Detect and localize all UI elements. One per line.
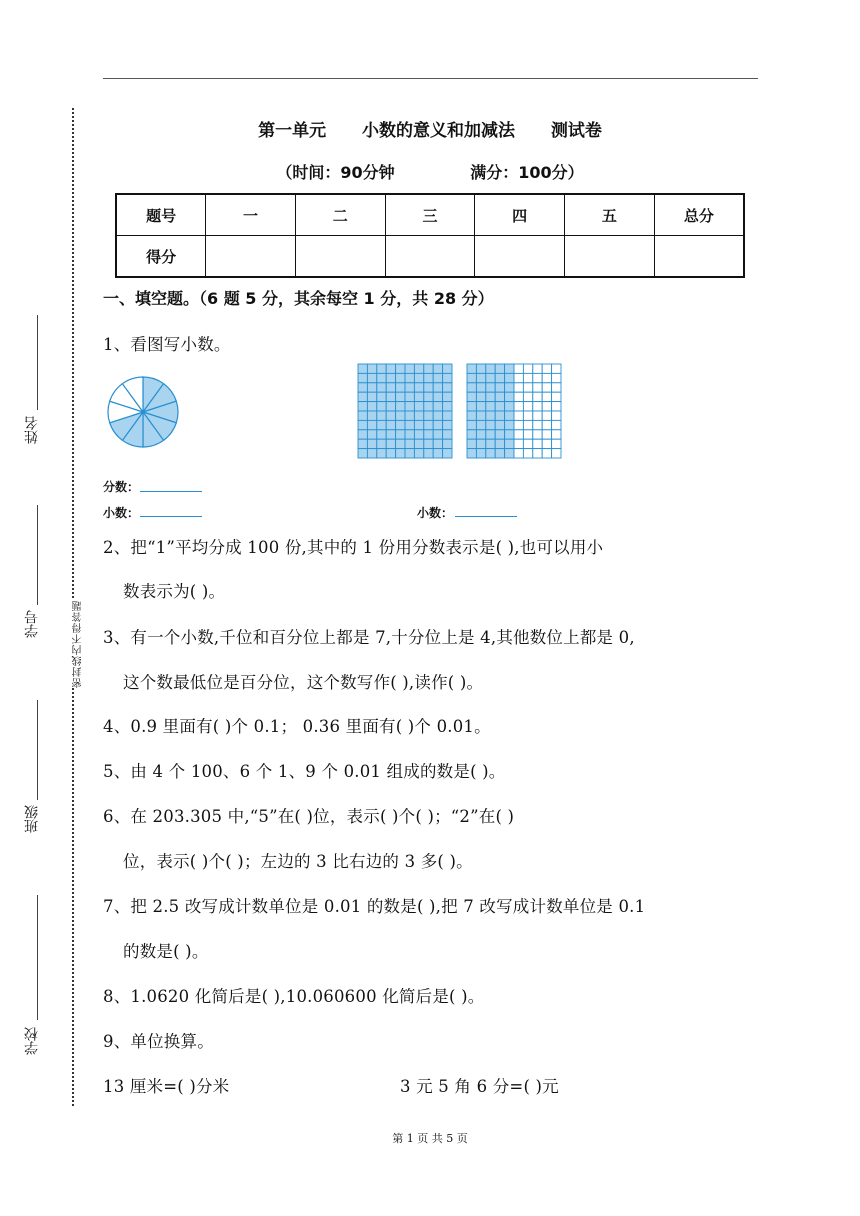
score-cell[interactable] bbox=[385, 236, 475, 278]
grid-cell bbox=[377, 430, 386, 439]
school-field-line[interactable] bbox=[37, 895, 38, 1020]
grid-cell bbox=[467, 430, 476, 439]
score-cell[interactable] bbox=[206, 236, 296, 278]
grid-cell bbox=[523, 411, 532, 420]
grid-cell bbox=[405, 439, 414, 448]
grid-cell bbox=[514, 439, 523, 448]
grid-cell bbox=[486, 430, 495, 439]
grid-cell bbox=[405, 449, 414, 458]
grid-cell bbox=[414, 364, 423, 373]
grid-cell bbox=[377, 439, 386, 448]
grid-cell bbox=[514, 383, 523, 392]
grid-cell bbox=[505, 402, 514, 411]
grid-cell bbox=[443, 449, 452, 458]
page-subtitle: （时间：90分钟 满分：100分） bbox=[276, 163, 584, 182]
grid-cell bbox=[424, 411, 433, 420]
grid-cell bbox=[523, 364, 532, 373]
grid-cell bbox=[424, 420, 433, 429]
grid-cell bbox=[486, 449, 495, 458]
grid-cell bbox=[486, 420, 495, 429]
grid-cell bbox=[405, 402, 414, 411]
grid-cell bbox=[414, 373, 423, 382]
grid-cell bbox=[367, 392, 376, 401]
fraction-label: 分数： bbox=[103, 480, 140, 494]
fraction-answer-blank[interactable] bbox=[140, 491, 202, 492]
grid-cell bbox=[405, 420, 414, 429]
grid-cell bbox=[414, 402, 423, 411]
score-header-cell: 三 bbox=[385, 194, 475, 236]
grid-cell bbox=[443, 411, 452, 420]
grid-cell bbox=[433, 383, 442, 392]
grid-cell bbox=[386, 420, 395, 429]
grid-cell bbox=[396, 392, 405, 401]
grid-cell bbox=[552, 364, 561, 373]
grid-cell bbox=[542, 364, 551, 373]
grid-cell bbox=[495, 449, 504, 458]
grid-cell bbox=[505, 373, 514, 382]
grid-cell bbox=[424, 430, 433, 439]
grid-cell bbox=[514, 402, 523, 411]
grid-cell bbox=[358, 411, 367, 420]
grid-cell bbox=[533, 420, 542, 429]
grid-cell bbox=[367, 383, 376, 392]
name-field-line[interactable] bbox=[37, 315, 38, 410]
grid-cell bbox=[405, 364, 414, 373]
name-label: 姓名 bbox=[24, 416, 40, 444]
grid-cell bbox=[386, 373, 395, 382]
score-header-cell: 五 bbox=[565, 194, 655, 236]
page-title: 第一单元 小数的意义和加减法 测试卷 bbox=[258, 121, 602, 141]
class-field-line[interactable] bbox=[37, 700, 38, 800]
grid-cell bbox=[552, 420, 561, 429]
grid-cell bbox=[542, 383, 551, 392]
grid-cell bbox=[405, 430, 414, 439]
grid-cell bbox=[386, 383, 395, 392]
grid-cell bbox=[443, 392, 452, 401]
decimal-label-right: 小数： bbox=[417, 506, 454, 520]
grid-cell bbox=[552, 373, 561, 382]
question-7-line-2: 的数是( )。 bbox=[123, 942, 209, 961]
grid-cell bbox=[514, 430, 523, 439]
grid-cell bbox=[367, 411, 376, 420]
question-4: 4、0.9 里面有( )个 0.1； 0.36 里面有( )个 0.01。 bbox=[103, 717, 491, 736]
grid-cell bbox=[542, 439, 551, 448]
id-label: 学号 bbox=[24, 610, 40, 638]
question-5: 5、由 4 个 100、6 个 1、9 个 0.01 组成的数是( )。 bbox=[103, 762, 506, 781]
grid-cell bbox=[514, 364, 523, 373]
grid-cell bbox=[414, 411, 423, 420]
grid-cell bbox=[495, 430, 504, 439]
score-cell[interactable] bbox=[475, 236, 565, 278]
grid-cell bbox=[377, 392, 386, 401]
grid-cell bbox=[377, 411, 386, 420]
grid-cell bbox=[424, 439, 433, 448]
score-header-cell: 题号 bbox=[116, 194, 206, 236]
grid-cell bbox=[367, 430, 376, 439]
grid-cell bbox=[367, 439, 376, 448]
grid-cell bbox=[552, 383, 561, 392]
grid-cell bbox=[523, 449, 532, 458]
page-footer: 第 1 页 共 5 页 bbox=[392, 1132, 468, 1145]
grid-cell bbox=[424, 383, 433, 392]
fraction-circle-figure bbox=[105, 374, 181, 450]
grid-cell bbox=[377, 373, 386, 382]
grid-cell bbox=[514, 420, 523, 429]
grid-cell bbox=[358, 449, 367, 458]
grid-cell bbox=[396, 449, 405, 458]
grid-cell bbox=[495, 411, 504, 420]
decimal-answer-blank-left[interactable] bbox=[140, 516, 202, 517]
hundred-grid-left bbox=[357, 363, 453, 459]
grid-cell bbox=[533, 430, 542, 439]
grid-cell bbox=[396, 430, 405, 439]
grid-cell bbox=[467, 373, 476, 382]
grid-cell bbox=[377, 449, 386, 458]
grid-cell bbox=[405, 383, 414, 392]
grid-cell bbox=[358, 383, 367, 392]
grid-cell bbox=[505, 420, 514, 429]
grid-cell bbox=[396, 411, 405, 420]
grid-cell bbox=[467, 392, 476, 401]
grid-cell bbox=[495, 364, 504, 373]
grid-cell bbox=[377, 383, 386, 392]
grid-cell bbox=[443, 383, 452, 392]
grid-cell bbox=[433, 439, 442, 448]
grid-cell bbox=[414, 420, 423, 429]
grid-cell bbox=[476, 364, 485, 373]
grid-cell bbox=[486, 402, 495, 411]
grid-cell bbox=[495, 373, 504, 382]
grid-cell bbox=[505, 439, 514, 448]
grid-cell bbox=[533, 402, 542, 411]
grid-cell bbox=[505, 392, 514, 401]
grid-cell bbox=[523, 383, 532, 392]
grid-cell bbox=[433, 392, 442, 401]
score-row-label: 得分 bbox=[116, 236, 206, 278]
grid-cell bbox=[443, 420, 452, 429]
grid-cell bbox=[542, 449, 551, 458]
grid-cell bbox=[542, 392, 551, 401]
grid-cell bbox=[495, 420, 504, 429]
grid-cell bbox=[495, 439, 504, 448]
grid-cell bbox=[523, 373, 532, 382]
top-rule bbox=[103, 78, 758, 79]
score-table bbox=[115, 193, 745, 278]
grid-cell bbox=[552, 411, 561, 420]
grid-cell bbox=[433, 373, 442, 382]
grid-cell bbox=[367, 449, 376, 458]
grid-cell bbox=[467, 449, 476, 458]
grid-cell bbox=[495, 392, 504, 401]
grid-cell bbox=[358, 364, 367, 373]
grid-cell bbox=[396, 402, 405, 411]
grid-cell bbox=[396, 383, 405, 392]
grid-cell bbox=[533, 449, 542, 458]
grid-cell bbox=[424, 373, 433, 382]
question-7-line-1: 7、把 2.5 改写成计数单位是 0.01 的数是( ),把 7 改写成计数单位是 0.1 bbox=[103, 897, 646, 916]
grid-cell bbox=[386, 402, 395, 411]
question-6-line-2: 位，表示( )个( )；左边的 3 比右边的 3 多( )。 bbox=[123, 852, 473, 871]
grid-cell bbox=[358, 420, 367, 429]
grid-cell bbox=[377, 420, 386, 429]
grid-cell bbox=[514, 373, 523, 382]
question-1: 1、看图写小数。 bbox=[103, 335, 231, 354]
score-table-score-row bbox=[116, 236, 744, 278]
score-header-cell: 四 bbox=[475, 194, 565, 236]
grid-cell bbox=[495, 383, 504, 392]
question-9-item-b: 3 元 5 角 6 分=( )元 bbox=[400, 1077, 559, 1096]
grid-cell bbox=[467, 439, 476, 448]
grid-cell bbox=[358, 392, 367, 401]
grid-cell bbox=[433, 402, 442, 411]
grid-cell bbox=[486, 439, 495, 448]
grid-cell bbox=[433, 420, 442, 429]
grid-cell bbox=[386, 430, 395, 439]
grid-cell bbox=[476, 373, 485, 382]
grid-cell bbox=[467, 411, 476, 420]
grid-cell bbox=[405, 392, 414, 401]
question-2-line-2: 数表示为( )。 bbox=[123, 582, 226, 601]
grid-cell bbox=[443, 430, 452, 439]
score-cell[interactable] bbox=[654, 236, 744, 278]
grid-cell bbox=[505, 449, 514, 458]
score-header-cell: 总分 bbox=[654, 194, 744, 236]
grid-cell bbox=[533, 439, 542, 448]
school-label: 学校 bbox=[24, 1027, 40, 1055]
grid-cell bbox=[505, 364, 514, 373]
grid-cell bbox=[405, 373, 414, 382]
grid-cell bbox=[505, 430, 514, 439]
grid-cell bbox=[386, 411, 395, 420]
class-label: 班级 bbox=[24, 805, 40, 833]
grid-cell bbox=[443, 439, 452, 448]
grid-cell bbox=[552, 430, 561, 439]
score-header-cell: 二 bbox=[295, 194, 385, 236]
grid-cell bbox=[514, 411, 523, 420]
grid-cell bbox=[386, 392, 395, 401]
grid-cell bbox=[552, 392, 561, 401]
grid-cell bbox=[486, 383, 495, 392]
grid-cell bbox=[552, 439, 561, 448]
grid-cell bbox=[467, 364, 476, 373]
grid-cell bbox=[467, 383, 476, 392]
grid-cell bbox=[443, 373, 452, 382]
grid-cell bbox=[514, 392, 523, 401]
score-header-cell: 一 bbox=[206, 194, 296, 236]
grid-cell bbox=[433, 364, 442, 373]
grid-cell bbox=[523, 430, 532, 439]
hundred-grid-right bbox=[466, 363, 562, 459]
grid-cell bbox=[476, 411, 485, 420]
grid-cell bbox=[367, 402, 376, 411]
grid-cell bbox=[405, 411, 414, 420]
grid-cell bbox=[523, 392, 532, 401]
grid-cell bbox=[377, 402, 386, 411]
seal-notice: 密封线内不得答题 bbox=[73, 600, 84, 688]
grid-cell bbox=[414, 449, 423, 458]
grid-cell bbox=[358, 430, 367, 439]
id-field-line[interactable] bbox=[37, 505, 38, 605]
grid-cell bbox=[414, 383, 423, 392]
grid-cell bbox=[542, 411, 551, 420]
grid-cell bbox=[476, 449, 485, 458]
grid-cell bbox=[396, 364, 405, 373]
grid-cell bbox=[414, 430, 423, 439]
section-1-title: 一、填空题。（6 题 5 分，其余每空 1 分，共 28 分） bbox=[103, 289, 494, 308]
grid-cell bbox=[552, 449, 561, 458]
grid-cell bbox=[523, 420, 532, 429]
question-8: 8、1.0620 化简后是( ),10.060600 化简后是( )。 bbox=[103, 987, 485, 1006]
grid-cell bbox=[467, 402, 476, 411]
grid-cell bbox=[505, 411, 514, 420]
grid-cell bbox=[386, 439, 395, 448]
grid-cell bbox=[367, 373, 376, 382]
grid-cell bbox=[424, 392, 433, 401]
grid-cell bbox=[476, 402, 485, 411]
grid-cell bbox=[476, 439, 485, 448]
question-9: 9、单位换算。 bbox=[103, 1032, 214, 1051]
grid-cell bbox=[523, 402, 532, 411]
grid-cell bbox=[533, 364, 542, 373]
grid-cell bbox=[523, 439, 532, 448]
grid-cell bbox=[424, 449, 433, 458]
grid-cell bbox=[552, 402, 561, 411]
grid-cell bbox=[533, 392, 542, 401]
grid-cell bbox=[476, 430, 485, 439]
grid-cell bbox=[533, 373, 542, 382]
grid-cell bbox=[414, 439, 423, 448]
grid-cell bbox=[433, 430, 442, 439]
grid-cell bbox=[505, 383, 514, 392]
grid-cell bbox=[358, 402, 367, 411]
grid-cell bbox=[542, 402, 551, 411]
grid-cell bbox=[386, 364, 395, 373]
question-9-item-a: 13 厘米=( )分米 bbox=[103, 1077, 230, 1096]
grid-cell bbox=[424, 402, 433, 411]
grid-cell bbox=[542, 373, 551, 382]
grid-cell bbox=[367, 420, 376, 429]
grid-cell bbox=[433, 411, 442, 420]
grid-cell bbox=[486, 411, 495, 420]
grid-cell bbox=[533, 411, 542, 420]
grid-cell bbox=[542, 420, 551, 429]
grid-cell bbox=[443, 402, 452, 411]
question-2-line-1: 2、把“1”平均分成 100 份,其中的 1 份用分数表示是( ),也可以用小 bbox=[103, 538, 604, 557]
score-cell[interactable] bbox=[565, 236, 655, 278]
grid-cell bbox=[433, 449, 442, 458]
grid-cell bbox=[386, 449, 395, 458]
score-table-header-row bbox=[116, 194, 744, 236]
grid-cell bbox=[414, 392, 423, 401]
grid-cell bbox=[476, 420, 485, 429]
grid-cell bbox=[358, 373, 367, 382]
grid-cell bbox=[495, 402, 504, 411]
grid-cell bbox=[542, 430, 551, 439]
grid-cell bbox=[486, 373, 495, 382]
grid-cell bbox=[486, 364, 495, 373]
grid-cell bbox=[396, 420, 405, 429]
question-6-line-1: 6、在 203.305 中,“5”在( )位，表示( )个( )；“2”在( ) bbox=[103, 807, 515, 826]
grid-cell bbox=[476, 383, 485, 392]
grid-cell bbox=[396, 373, 405, 382]
grid-cell bbox=[467, 420, 476, 429]
question-3-line-2: 这个数最低位是百分位，这个数写作( ),读作( )。 bbox=[123, 673, 484, 692]
grid-cell bbox=[424, 364, 433, 373]
grid-cell bbox=[377, 364, 386, 373]
grid-cell bbox=[396, 439, 405, 448]
grid-cell bbox=[358, 439, 367, 448]
decimal-label-left: 小数： bbox=[103, 506, 140, 520]
grid-cell bbox=[367, 364, 376, 373]
decimal-answer-blank-right[interactable] bbox=[455, 516, 517, 517]
grid-cell bbox=[533, 383, 542, 392]
grid-cell bbox=[443, 364, 452, 373]
grid-cell bbox=[486, 392, 495, 401]
question-3-line-1: 3、有一个小数,千位和百分位上都是 7,十分位上是 4,其他数位上都是 0, bbox=[103, 628, 635, 647]
score-cell[interactable] bbox=[295, 236, 385, 278]
grid-cell bbox=[476, 392, 485, 401]
grid-cell bbox=[514, 449, 523, 458]
